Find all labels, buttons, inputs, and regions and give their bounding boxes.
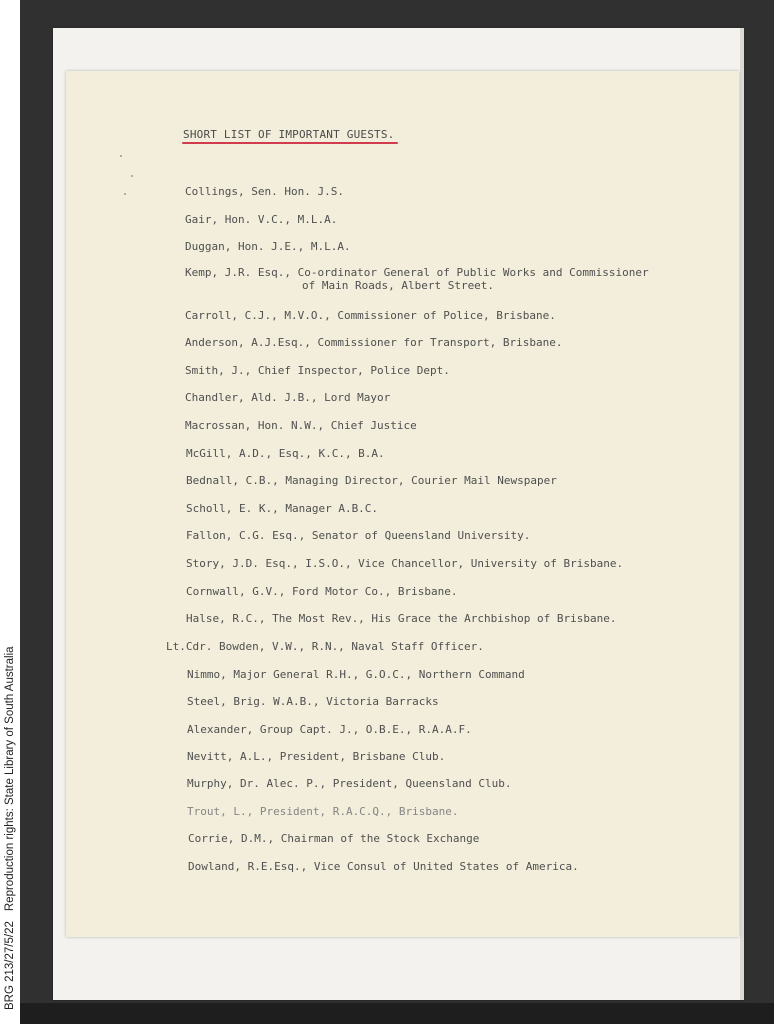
guest-entry: Halse, R.C., The Most Rev., His Grace the Archbishop of Brisbane. <box>186 612 617 625</box>
guest-entry: Duggan, Hon. J.E., M.L.A. <box>185 240 351 253</box>
guest-entry: Macrossan, Hon. N.W., Chief Justice <box>185 419 417 432</box>
guest-entry: Murphy, Dr. Alec. P., President, Queensland Club. <box>187 777 512 790</box>
side-caption-strip <box>0 0 20 1024</box>
guest-entry: Gair, Hon. V.C., M.L.A. <box>185 213 338 226</box>
scan-bottom-edge <box>20 1003 774 1024</box>
guest-entry: Story, J.D. Esq., I.S.O., Vice Chancellor, University of Brisbane. <box>186 557 624 570</box>
guest-entry: Fallon, C.G. Esq., Senator of Queensland University. <box>186 529 531 542</box>
paper-speck <box>124 193 126 195</box>
archive-caption <box>1 580 19 1010</box>
guest-entry: Cornwall, G.V., Ford Motor Co., Brisbane. <box>186 585 458 598</box>
guest-entry: Carroll, C.J., M.V.O., Commissioner of Police, Brisbane. <box>185 309 556 322</box>
guest-entry: Nimmo, Major General R.H., G.O.C., Northern Command <box>187 668 525 681</box>
guest-entry: Scholl, E. K., Manager A.B.C. <box>186 502 379 515</box>
guest-entry: Dowland, R.E.Esq., Vice Consul of United States of America. <box>188 860 579 873</box>
document-title: SHORT LIST OF IMPORTANT GUESTS. <box>183 128 395 141</box>
guest-entry: Smith, J., Chief Inspector, Police Dept. <box>185 364 450 377</box>
guest-entry: McGill, A.D., Esq., K.C., B.A. <box>186 447 385 460</box>
title-underline <box>182 142 398 144</box>
archive-reference: BRG 213/27/5/22 <box>4 921 16 1010</box>
guest-entry: Collings, Sen. Hon. J.S. <box>185 185 344 198</box>
guest-entry: Kemp, J.R. Esq., Co-ordinator General of Public Works and Commissioner of Main Roads, Albert Street. <box>185 266 649 292</box>
guest-entry: Trout, L., President, R.A.C.Q., Brisbane. <box>187 805 459 818</box>
guest-entry: Alexander, Group Capt. J., O.B.E., R.A.A.F. <box>187 723 472 736</box>
guest-entry: Steel, Brig. W.A.B., Victoria Barracks <box>187 695 439 708</box>
mount-edge <box>740 28 744 1000</box>
guest-entry: Nevitt, A.L., President, Brisbane Club. <box>187 750 446 763</box>
guest-entry: Bednall, C.B., Managing Director, Courier Mail Newspaper <box>186 474 557 487</box>
paper-speck <box>120 155 122 157</box>
guest-entry-continuation: of Main Roads, Albert Street. <box>302 279 495 292</box>
guest-entry: Chandler, Ald. J.B., Lord Mayor <box>185 391 391 404</box>
guest-entry: Anderson, A.J.Esq., Commissioner for Transport, Brisbane. <box>185 336 563 349</box>
reproduction-rights: Reproduction rights: State Library of South Australia <box>4 646 16 912</box>
guest-entry: Corrie, D.M., Chairman of the Stock Exchange <box>188 832 480 845</box>
paper-speck <box>131 175 133 177</box>
guest-entry: Lt.Cdr. Bowden, V.W., R.N., Naval Staff Officer. <box>166 640 484 653</box>
